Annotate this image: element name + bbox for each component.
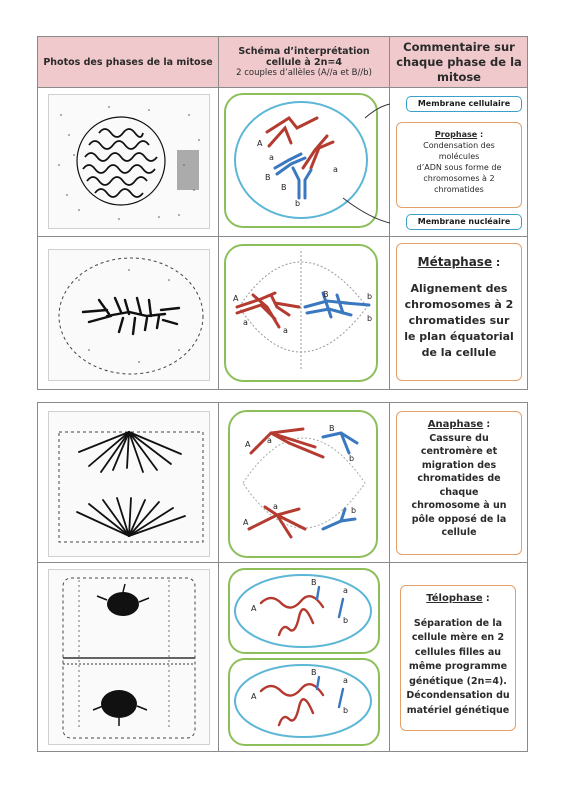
- header-schema-line1: Schéma d’interprétation: [238, 45, 370, 57]
- metaphase-row: [38, 237, 527, 390]
- allele-B2-label: B: [281, 183, 287, 192]
- prophase-comment-cell: [390, 88, 528, 236]
- header-schema-line3: 2 couples d’allèles (A//a et B//b): [236, 67, 372, 78]
- allele-b-label: b: [349, 454, 355, 463]
- header-schema: [219, 37, 390, 87]
- allele-b2-label: b: [343, 706, 349, 715]
- allele-a2-label: a: [273, 502, 278, 511]
- prophase-row: [38, 88, 527, 237]
- telophase-row: [38, 563, 527, 751]
- anaphase-comment: Anaphase : Cassure du centromère et migration des chromatides de chaque chromosome à un pôle opposé de la cellule: [396, 411, 522, 555]
- daughter-nucleus-bottom: [235, 665, 371, 737]
- header-schema-line2: cellule à 2n=4: [265, 56, 343, 68]
- table-bottom: [37, 402, 528, 752]
- metaphase-photo: [48, 249, 210, 381]
- daughter-cell-bottom: [229, 659, 379, 745]
- prophase-comment: Prophase : Condensation des molécules d’ADN sous forme de chromosomes à 2 chromatides: [396, 122, 522, 208]
- header-comment: [390, 37, 528, 87]
- allele-a-label: a: [243, 318, 248, 327]
- allele-B-label: B: [323, 290, 329, 299]
- prophase-schema: [219, 88, 390, 237]
- header-row: [38, 37, 527, 88]
- anaphase-photo: [48, 411, 210, 557]
- telophase-title: Télophase: [426, 593, 483, 604]
- telophase-comment: Télophase : Séparation de la cellule mère en 2 cellules filles au même programme génétique (2n=4). Décondensation du matériel génétique: [400, 585, 516, 731]
- telophase-photo: [48, 569, 210, 745]
- allele-a-label: a: [267, 436, 272, 445]
- anaphase-row: [38, 403, 527, 563]
- telophase-schema: [219, 563, 390, 751]
- header-comment-line3: mitose: [437, 69, 481, 84]
- metaphase-photo-cell: [38, 237, 219, 390]
- allele-a2-label: a: [343, 676, 348, 685]
- telophase-schema-cell: [219, 563, 390, 751]
- telophase-comment-cell: [390, 563, 528, 751]
- allele-B-label: B: [329, 424, 335, 433]
- allele-b-label: b: [295, 199, 301, 208]
- prophase-schema-cell: [219, 88, 390, 236]
- anaphase-comment-cell: [390, 403, 528, 562]
- table-top: [37, 36, 528, 390]
- anaphase-photo-cell: [38, 403, 219, 562]
- header-photos-label: Photos des phases de la mitose: [43, 56, 213, 68]
- metaphase-comment: Métaphase : Alignement des chromosomes à 2 chromatides sur le plan équatorial de la cellule: [396, 243, 522, 381]
- anaphase-schema-cell: [219, 403, 390, 562]
- allele-B-label: B: [265, 173, 271, 182]
- metaphase-comment-cell: [390, 237, 528, 390]
- allele-A-label: A: [245, 440, 251, 449]
- header-comment-line1: Commentaire sur: [403, 39, 515, 54]
- header-photos: [38, 37, 219, 87]
- allele-a2-label: a: [283, 326, 288, 335]
- allele-A-label: A: [251, 604, 257, 613]
- allele-b2-label: b: [351, 506, 357, 515]
- nuclear-membrane-label: Membrane nucléaire: [406, 214, 522, 230]
- header-comment-line2: chaque phase de la: [396, 54, 522, 69]
- allele-B2-label: B: [311, 668, 317, 677]
- anaphase-schema: [219, 403, 390, 563]
- allele-a2-label: a: [333, 165, 338, 174]
- metaphase-title: Métaphase: [417, 255, 493, 269]
- prophase-photo: [48, 94, 210, 229]
- metaphase-schema: [219, 237, 390, 390]
- allele-A2-label: A: [251, 692, 257, 701]
- allele-a-label: a: [269, 153, 274, 162]
- allele-a-label: a: [343, 586, 348, 595]
- prophase-photo-cell: [38, 88, 219, 236]
- telophase-photo-cell: [38, 563, 219, 751]
- allele-b2-label: b: [367, 314, 373, 323]
- allele-b-label: b: [367, 292, 373, 301]
- anaphase-title: Anaphase: [427, 419, 484, 430]
- allele-A-label: A: [257, 139, 263, 148]
- cell-membrane: [229, 411, 377, 557]
- allele-A-label: A: [233, 294, 239, 303]
- allele-B-label: B: [311, 578, 317, 587]
- prophase-title: Prophase: [434, 130, 478, 139]
- allele-A2-label: A: [243, 518, 249, 527]
- metaphase-schema-cell: [219, 237, 390, 390]
- allele-b-label: b: [343, 616, 349, 625]
- cell-membrane-label: Membrane cellulaire: [406, 96, 522, 112]
